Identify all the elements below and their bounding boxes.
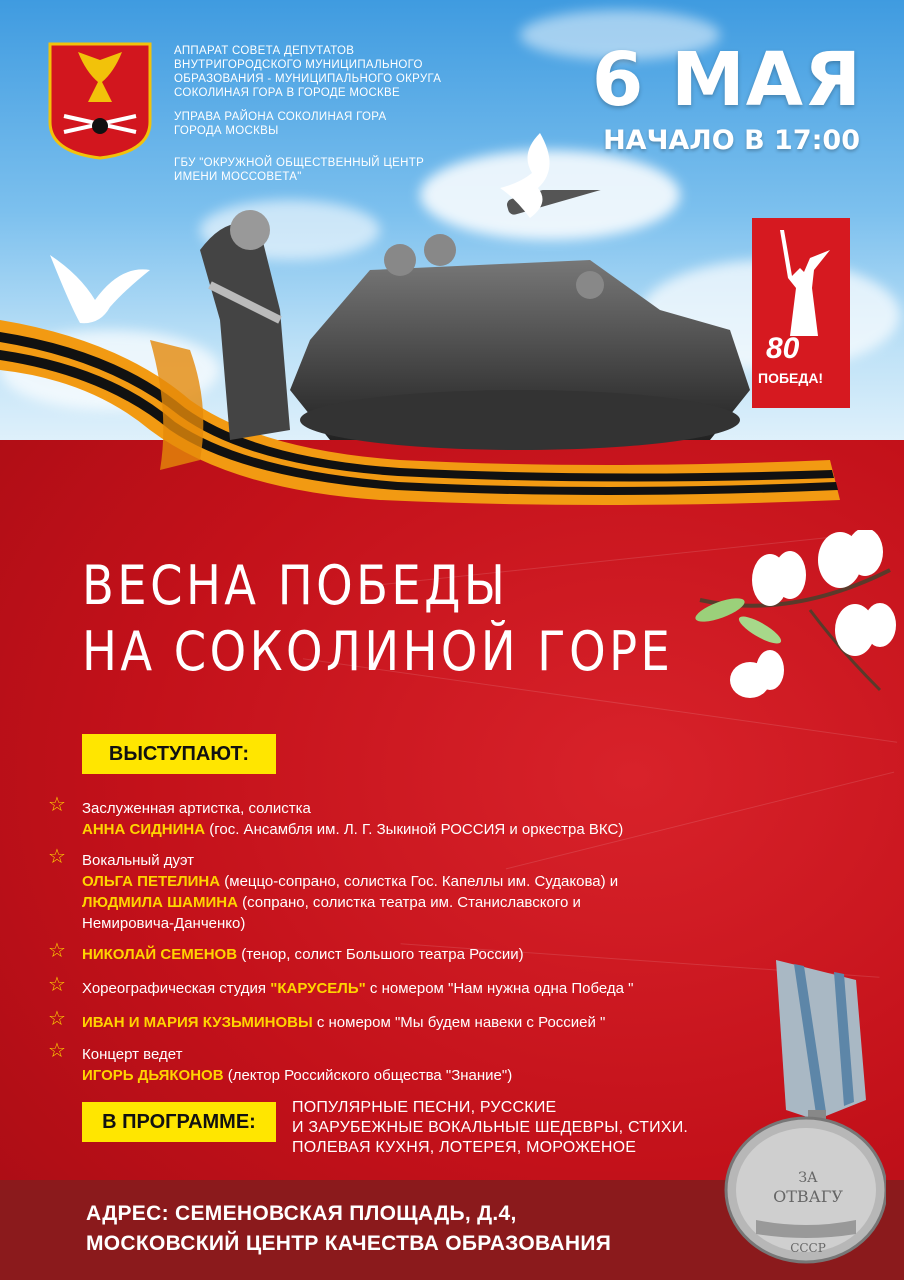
organizer-council: АППАРАТ СОВЕТА ДЕПУТАТОВ ВНУТРИГОРОДСКОГО МУНИЦИПАЛЬНОГО ОБРАЗОВАНИЯ - МУНИЦИПАЛЬНОГО ОКРУГА СОКОЛИНАЯ ГОРА В ГОРОДЕ МОСКВЕ <box>174 45 442 99</box>
performer-name: "КАРУСЕЛЬ" <box>270 980 366 997</box>
performer-desc: (тенор, солист Большого театра России) <box>237 946 524 963</box>
title-line-1: ВЕСНА ПОБЕДЫ <box>82 554 509 617</box>
performer-name-2: ЛЮДМИЛА ШАМИНА <box>82 894 238 911</box>
medal-line-1: ЗА <box>798 1170 818 1186</box>
performer-desc: с номером "Мы будем навеки с Россией " <box>312 1014 606 1031</box>
performer-intro: Заслуженная артистка, солистка <box>82 800 311 817</box>
performer-desc-2: (сопрано, солистка театра им. Станиславского и <box>237 894 581 911</box>
organizer-uprava: УПРАВА РАЙОНА СОКОЛИНАЯ ГОРА ГОРОДА МОСКВЫ <box>174 111 387 137</box>
performer-intro: Хореографическая студия <box>82 980 271 997</box>
program-text: ПОПУЛЯРНЫЕ ПЕСНИ, РУССКИЕ И ЗАРУБЕЖНЫЕ ВОКАЛЬНЫЕ ШЕДЕВРЫ, СТИХИ. ПОЛЕВАЯ КУХНЯ, ЛОТЕРЕЯ, МОРОЖЕНОЕ <box>292 1099 689 1156</box>
performer-item <box>48 1006 788 1033</box>
performer-intro: Концерт ведет <box>82 1046 183 1063</box>
performer-name: НИКОЛАЙ СЕМЕНОВ <box>82 946 238 963</box>
performer-desc: (лектор Российского общества "Знание") <box>223 1067 513 1084</box>
badge-text: ПОБЕДА! <box>758 370 824 386</box>
motherland-statue-icon <box>770 228 834 338</box>
performer-item <box>48 938 788 965</box>
performers-label: ВЫСТУПАЮТ: <box>82 734 276 774</box>
event-date: 6 МАЯ <box>591 37 862 123</box>
medal-line-3: СССР <box>790 1241 826 1255</box>
address-line-1: АДРЕС: СЕМЕНОВСКАЯ ПЛОЩАДЬ, Д.4, <box>86 1202 517 1225</box>
victory-80-badge <box>752 218 850 408</box>
star-icon: ☆ <box>48 1006 66 1030</box>
magnolia-flowers <box>690 530 904 730</box>
tank-soldiers-photo <box>170 190 770 460</box>
star-icon: ☆ <box>48 1038 66 1062</box>
performer-desc: (меццо-сопрано, солистка Гос. Капеллы им. Судакова) и <box>220 873 619 890</box>
badge-number: 80 <box>766 332 800 365</box>
performer-desc: с номером "Нам нужна одна Победа " <box>365 980 634 997</box>
performer-item <box>48 792 788 840</box>
star-icon: ☆ <box>48 972 66 996</box>
performer-item <box>48 1038 788 1086</box>
performer-name: АННА СИДНИНА <box>82 821 206 838</box>
performer-item <box>48 844 788 934</box>
performer-desc-3: Немировича-Данченко) <box>82 915 246 932</box>
district-emblem-icon <box>48 42 152 160</box>
star-icon: ☆ <box>48 938 66 962</box>
start-time: НАЧАЛО В 17:00 <box>603 125 860 156</box>
performer-name: ИГОРЬ ДЬЯКОНОВ <box>82 1067 224 1084</box>
performer-desc: (гос. Ансамбля им. Л. Г. Зыкиной РОССИЯ и оркестра ВКС) <box>205 821 624 838</box>
performer-item <box>48 972 788 999</box>
address-line-2: МОСКОВСКИЙ ЦЕНТР КАЧЕСТВА ОБРАЗОВАНИЯ <box>86 1232 612 1255</box>
medal-line-2: ОТВАГУ <box>773 1187 843 1206</box>
performer-intro: Вокальный дуэт <box>82 852 195 869</box>
medal-for-courage-icon <box>716 950 886 1270</box>
organizer-center: ГБУ "ОКРУЖНОЙ ОБЩЕСТВЕННЫЙ ЦЕНТР ИМЕНИ МОССОВЕТА" <box>174 157 425 183</box>
performer-name: ИВАН И МАРИЯ КУЗЬМИНОВЫ <box>82 1014 313 1031</box>
title-line-2: НА СОКОЛИНОЙ ГОРЕ <box>82 620 674 683</box>
performer-name: ОЛЬГА ПЕТЕЛИНА <box>82 873 221 890</box>
star-icon: ☆ <box>48 792 66 816</box>
program-label: В ПРОГРАММЕ: <box>82 1102 276 1142</box>
dove-right <box>490 128 570 228</box>
dove-left <box>40 245 160 335</box>
star-icon: ☆ <box>48 844 66 868</box>
